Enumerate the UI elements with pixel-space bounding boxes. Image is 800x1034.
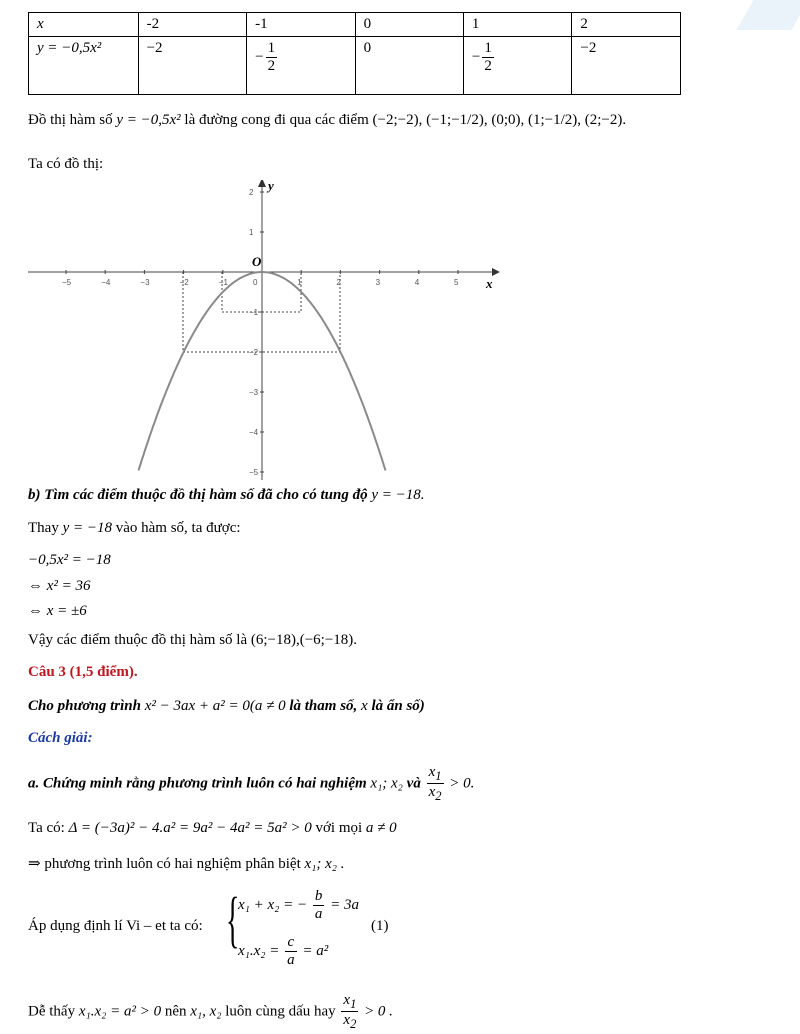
x-tick-label: −4: [101, 278, 111, 287]
y-tick-label: −1: [249, 308, 259, 317]
y-tick-label: −3: [249, 388, 259, 397]
x-tick-label: 4: [414, 278, 420, 287]
delta-line: Ta có: Δ = (−3a)² − 4.a² = 9a² − 4a² = 5a² > 0 với mọi a ≠ 0: [28, 820, 397, 836]
table-cell: 0: [355, 37, 463, 95]
graph-intro-line: Đồ thị hàm số y = −0,5x² là đường cong đi qua các điểm (−2;−2), (−1;−1/2), (0;0), (1;−1/2), (2;−2).: [28, 112, 627, 128]
equation-3: ⇔ x = ±6: [28, 603, 87, 619]
table-cell: x: [29, 13, 139, 37]
cho-pt-line: Cho phương trình x² − 3ax + a² = 0(a ≠ 0 là tham số, x là ẩn số): [28, 698, 425, 714]
ta-co-do-thi: Ta có đồ thị:: [28, 156, 104, 172]
equation-1: −0,5x² = −18: [28, 552, 111, 568]
x-tick-label: 0: [253, 278, 258, 287]
part-b-title: b) Tìm các điểm thuộc đồ thị hàm số đã cho có tung độ y = −18.: [28, 487, 425, 503]
x-tick-label: 5: [454, 278, 459, 287]
table-cell: -1: [247, 13, 356, 37]
x-tick-label: 3: [375, 278, 381, 287]
y-axis-label: y: [268, 180, 274, 193]
points-list: (−2;−2), (−1;−1/2), (0;0), (1;−1/2), (2;−2).: [372, 112, 627, 128]
table-row: [29, 13, 681, 37]
vieta-product: x₁.x₂ = $\frac{c}{a}$ = a²: [238, 934, 329, 969]
table-cell: 0: [355, 13, 463, 37]
equation-2: ⇔ x² = 36: [28, 578, 91, 594]
y-tick-label: −2: [249, 348, 259, 357]
x-tick-label: 2: [336, 278, 341, 287]
table-cell: −2: [138, 37, 247, 95]
y-tick-label: 1: [249, 228, 254, 237]
table-cell: 2: [572, 13, 681, 37]
table-cell: 1: [463, 13, 572, 37]
de-thay-line: Dễ thấy x₁.x₂ = a² > 0 nên x₁, x₂ luôn cùng dấu hay $\frac{x_1}{x_2}$ > 0 .: [28, 992, 393, 1032]
conclude-line: ⇒ phương trình luôn có hai nghiệm phân biệt x₁; x₂ .: [28, 856, 345, 872]
y-tick-label: −5: [249, 468, 259, 477]
parabola-graph: [28, 180, 508, 480]
value-table: [28, 12, 681, 95]
vay-line: Vậy các điểm thuộc đồ thị hàm số là (6;−18),(−6;−18).: [28, 632, 358, 648]
y-tick-label: −4: [249, 428, 259, 437]
x-tick-label: −2: [179, 278, 189, 287]
origin-label: O: [252, 254, 262, 269]
cau3-heading: Câu 3 (1,5 điểm).: [28, 664, 138, 680]
cach-giai-heading: Cách giải:: [28, 730, 93, 746]
watermark-shape: [736, 0, 800, 30]
part-a-title: a. Chứng minh rằng phương trình luôn có hai nghiệm x₁; x₂ và $\frac{x_1}{x_2}$ > 0.: [28, 764, 475, 804]
table-cell: − $\frac{1}{2}$: [247, 37, 356, 95]
x-tick-label: −3: [140, 278, 150, 287]
thay-line: Thay y = −18 vào hàm số, ta được:: [28, 520, 241, 536]
x-axis-label: x: [486, 276, 493, 291]
x-tick-label: −5: [62, 278, 72, 287]
table-cell: −2: [572, 37, 681, 95]
x-tick-label: 1: [297, 278, 302, 287]
vieta-label: Áp dụng định lí Vi – et ta có:: [28, 918, 203, 934]
vieta-sum: x₁ + x₂ = − $\frac{b}{a}$ = 3a: [238, 888, 359, 923]
brace-icon: {: [226, 886, 240, 954]
x-tick-label: −1: [218, 278, 228, 287]
table-cell: -2: [138, 13, 247, 37]
table-row: [29, 37, 681, 95]
equation-number: (1): [371, 918, 389, 934]
table-cell: − $\frac{1}{2}$: [463, 37, 572, 95]
y-tick-label: 2: [249, 188, 254, 197]
table-cell: y = −0,5x²: [29, 37, 139, 95]
